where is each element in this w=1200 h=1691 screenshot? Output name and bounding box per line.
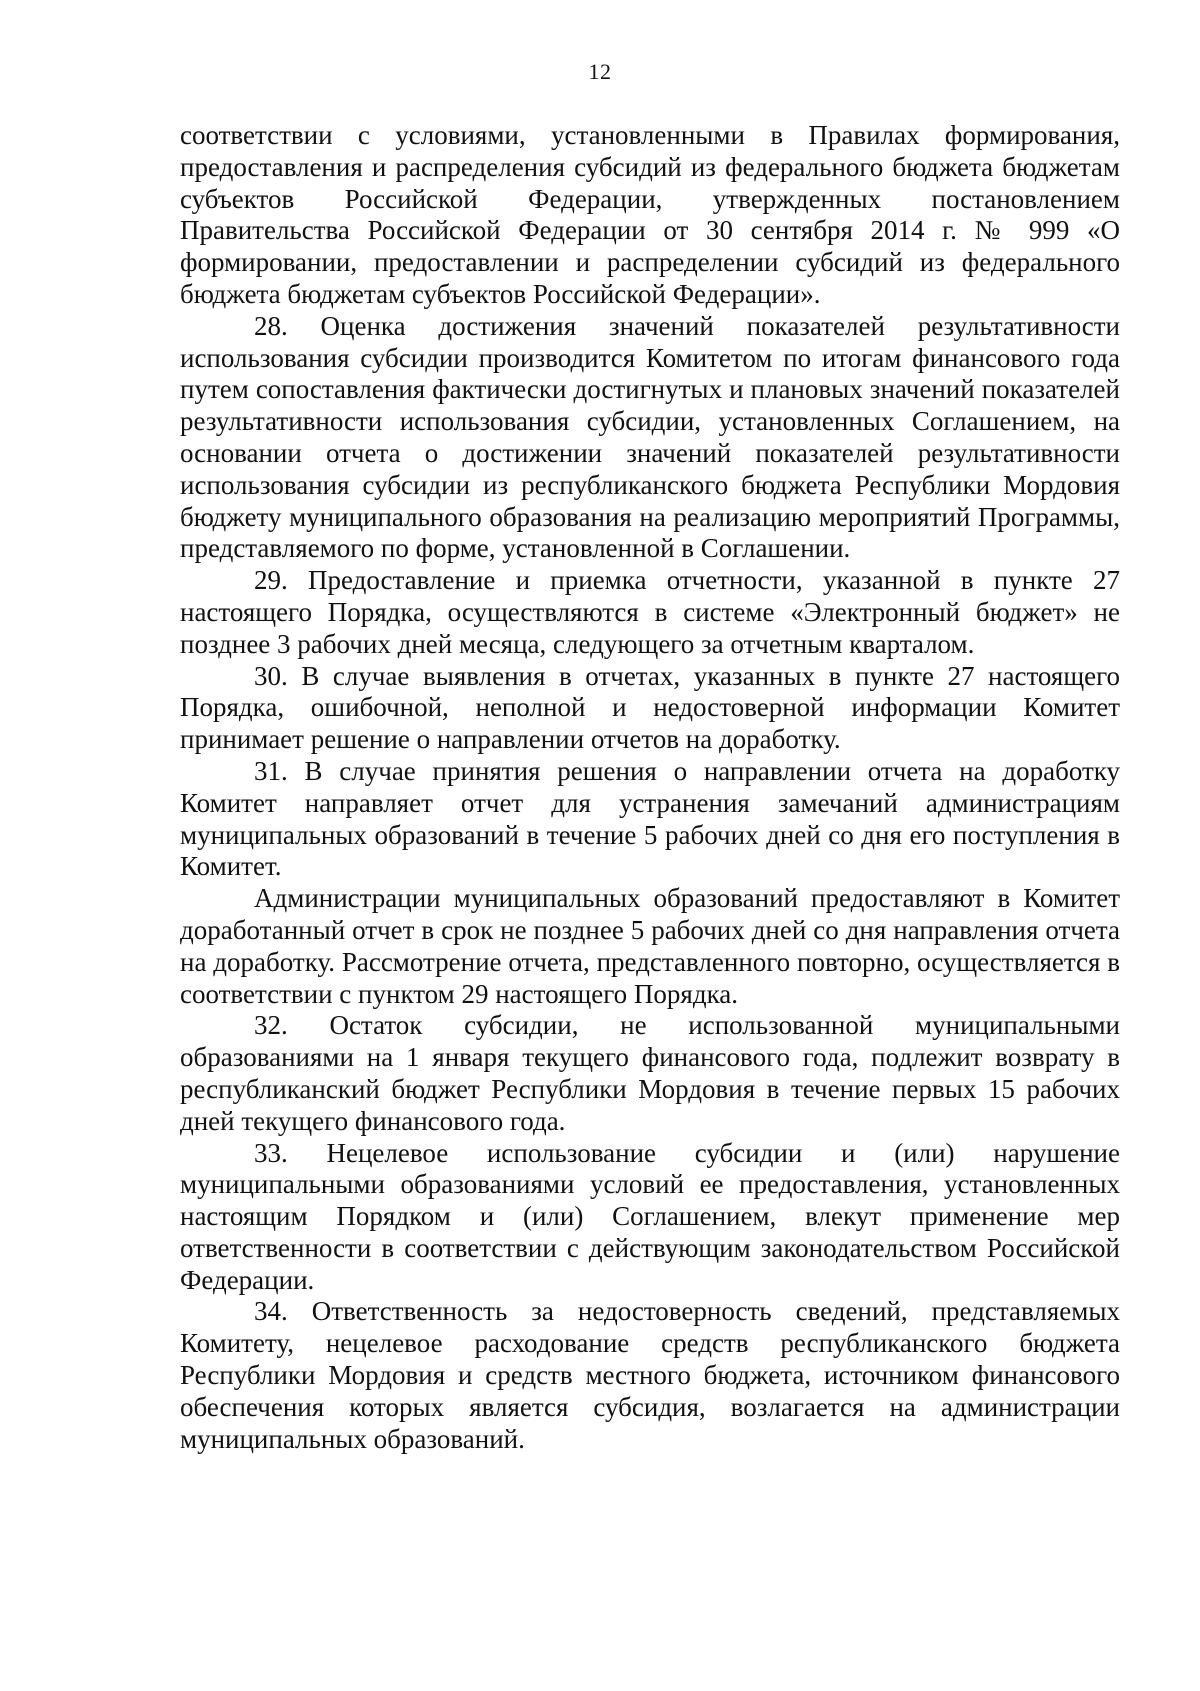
page-number: 12 [588, 59, 612, 84]
paragraph-30: 30. В случае выявления в отчетах, указанных в пункте 27 настоящего Порядка, ошибочной, неполной и недостоверной информации Комитет принимает решение о направлении отчетов на доработку. [180, 660, 1120, 755]
paragraph-32: 32. Остаток субсидии, не использованной муниципальными образованиями на 1 января текущего финансового года, подлежит возврату в республиканский бюджет Республики Мордовия в течение первых 15 рабочих дней текущего финансового года. [180, 1010, 1120, 1136]
paragraph-continuation: соответствии с условиями, установленными в Правилах формирования, предоставления и распределения субсидий из федерального бюджета бюджетам субъектов Российской Федерации, утвержденных постановлением Правительства Российской Федерации от 30 сентября 2014 г. № 999 «О формировании, предоставлении и распределении субсидий из федерального бюджета бюджетам субъектов Российской Федерации». [180, 120, 1120, 309]
paragraph-34: 34. Ответственность за недостоверность сведений, представляемых Комитету, нецелевое расходование средств республиканского бюджета Республики Мордовия и средств местного бюджета, источником финансового обеспечения которых является субсидия, возлагается на администрации муниципальных образований. [180, 1296, 1120, 1454]
paragraph-28: 28. Оценка достижения значений показателей результативности использования субсидии производится Комитетом по итогам финансового года путем сопоставления фактически достигнутых и плановых значений показателей результативности использования субсидии, установленных Соглашением, на основании отчета о достижении значений показателей результативности использования субсидии из республиканского бюджета Республики Мордовия бюджету муниципального образования на реализацию мероприятий Программы, представляемого по форме, установленной в Соглашении. [180, 310, 1120, 564]
paragraph-31: 31. В случае принятия решения о направлении отчета на доработку Комитет направляет отчет для устранения замечаний администрациям муниципальных образований в течение 5 рабочих дней со дня его поступления в Комитет. [180, 755, 1120, 882]
paragraph-29: 29. Предоставление и приемка отчетности, указанной в пункте 27 настоящего Порядка, осуществляются в системе «Электронный бюджет» не позднее 3 рабочих дней месяца, следующего за отчетным кварталом. [180, 565, 1120, 659]
paragraph-33: 33. Нецелевое использование субсидии и (или) нарушение муниципальными образованиями условий ее предоставления, установленных настоящим Порядком и (или) Соглашением, влекут применение мер ответственности в соответствии с действующим законодательством Российской Федерации. [180, 1137, 1120, 1295]
paragraph-31-continuation: Администрации муниципальных образований предоставляют в Комитет доработанный отчет в срок не позднее 5 рабочих дней со дня направления отчета на доработку. Рассмотрение отчета, представленного повторно, осуществляется в соответствии с пунктом 29 настоящего Порядка. [180, 883, 1120, 1009]
document-body [180, 120, 1120, 1455]
